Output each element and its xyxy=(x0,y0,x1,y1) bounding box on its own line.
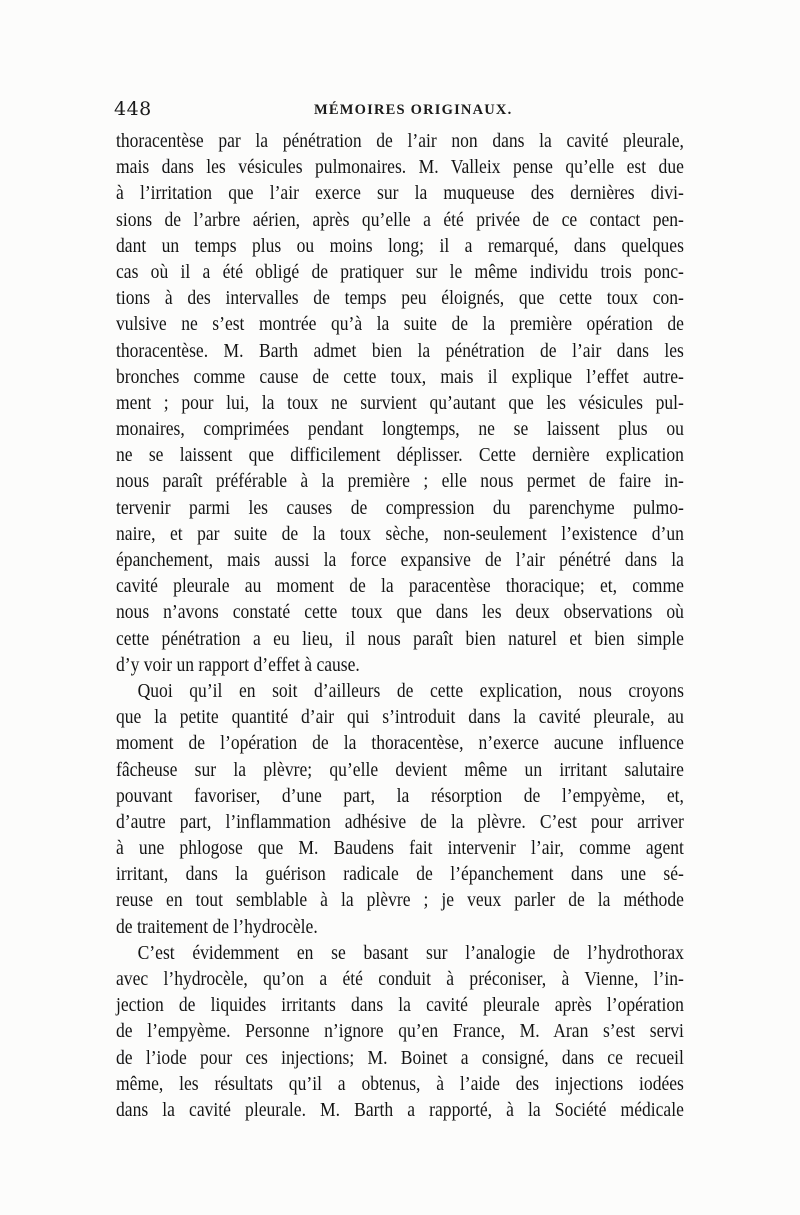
text-line: de l’empyème. Personne n’ignore qu’en France, M. Aran s’est servi xyxy=(116,1021,684,1043)
text-line: jection de liquides irritants dans la cavité pleurale après l’opération xyxy=(116,995,684,1017)
text-line: nous paraît préférable à la première ; elle nous permet de faire in- xyxy=(116,471,684,493)
text-line: que la petite quantité d’air qui s’introduit dans la cavité pleurale, au xyxy=(116,707,684,729)
text-line: ment ; pour lui, la toux ne survient qu’autant que les vésicules pul- xyxy=(116,392,684,414)
text-line: naire, et par suite de la toux sèche, non-seulement l’existence d’un xyxy=(116,523,684,545)
text-line: à l’irritation que l’air exerce sur la muqueuse des dernières divi- xyxy=(116,183,684,205)
body-text xyxy=(116,129,684,1124)
text-line: thoracentèse par la pénétration de l’air non dans la cavité pleurale, xyxy=(116,131,684,152)
text-line: thoracentèse. M. Barth admet bien la pénétration de l’air dans les xyxy=(116,340,684,362)
text-line: pouvant favoriser, d’une part, la résorption de l’empyème, et, xyxy=(116,785,684,807)
text-line: moment de l’opération de la thoracentèse, n’exerce aucune influence xyxy=(116,733,684,755)
text-line: cavité pleurale au moment de la paracentèse thoracique; et, comme xyxy=(116,576,684,598)
text-line: mais dans les vésicules pulmonaires. M. Valleix pense qu’elle est due xyxy=(116,157,684,179)
text-line: reuse en tout semblable à la plèvre ; je veux parler de la méthode xyxy=(116,890,684,912)
text-line: tervenir parmi les causes de compression du parenchyme pulmo- xyxy=(116,497,684,519)
text-line: vulsive ne s’est montrée qu’à la suite de la première opération de xyxy=(116,314,684,336)
text-line: même, les résultats qu’il a obtenus, à l’aide des injections iodées xyxy=(116,1073,684,1095)
text-line: dant un temps plus ou moins long; il a remarqué, dans quelques xyxy=(116,235,684,257)
text-line: à une phlogose que M. Baudens fait intervenir l’air, comme agent xyxy=(116,838,684,860)
text-line: cas où il a été obligé de pratiquer sur le même individu trois ponc- xyxy=(116,261,684,283)
page-number: 448 xyxy=(114,98,152,120)
text-line: monaires, comprimées pendant longtemps, ne se laissent plus ou xyxy=(116,419,684,441)
text-line: Quoi qu’il en soit d’ailleurs de cette explication, nous croyons xyxy=(137,680,684,702)
text-line: irritant, dans la guérison radicale de l’épanchement dans une sé- xyxy=(116,864,684,886)
text-line: sions de l’arbre aérien, après qu’elle a été privée de ce contact pen- xyxy=(116,209,684,231)
page-header xyxy=(114,98,684,124)
text-line: épanchement, mais aussi la force expansive de l’air pénétré dans la xyxy=(116,550,684,571)
text-line: avec l’hydrocèle, qu’on a été conduit à préconiser, à Vienne, l’in- xyxy=(116,969,684,990)
text-line: d’autre part, l’inflammation adhésive de la plèvre. C’est pour arriver xyxy=(116,811,684,833)
running-head: MÉMOIRES ORIGINAUX. xyxy=(314,102,513,118)
text-line: nous n’avons constaté cette toux que dans les deux observations où xyxy=(116,602,684,624)
text-line: dans la cavité pleurale. M. Barth a rapporté, à la Société médicale xyxy=(116,1099,684,1121)
text-line: bronches comme cause de cette toux, mais il explique l’effet autre- xyxy=(116,366,684,388)
text-line: de l’iode pour ces injections; M. Boinet a consigné, dans ce recueil xyxy=(116,1047,684,1069)
text-line: C’est évidemment en se basant sur l’analogie de l’hydrothorax xyxy=(137,942,684,964)
text-line: d’y voir un rapport d’effet à cause. xyxy=(116,654,360,676)
text-line: cette pénétration a eu lieu, il nous paraît bien naturel et bien simple xyxy=(116,628,684,650)
text-line: tions à des intervalles de temps peu éloignés, que cette toux con- xyxy=(116,288,684,310)
text-line: de traitement de l’hydrocèle. xyxy=(116,916,318,938)
text-line: ne se laissent que difficilement déplisser. Cette dernière explication xyxy=(116,445,684,467)
text-line: fâcheuse sur la plèvre; qu’elle devient même un irritant salutaire xyxy=(116,759,684,781)
